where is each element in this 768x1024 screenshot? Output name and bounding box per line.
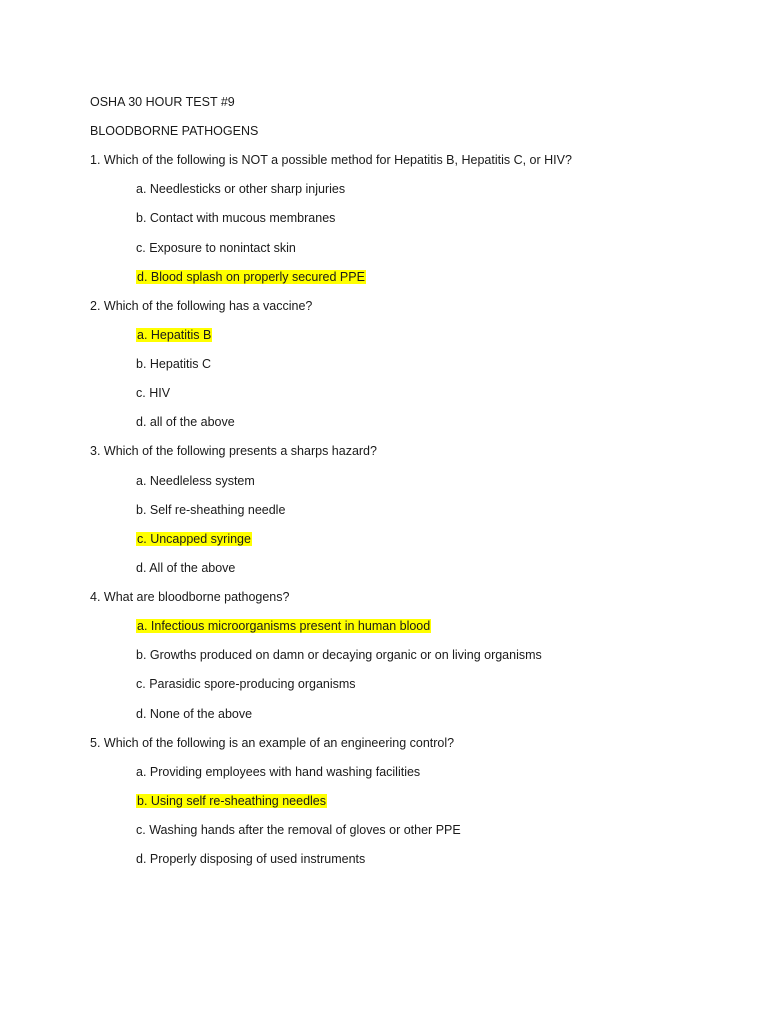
document-title: OSHA 30 HOUR TEST #9 xyxy=(90,95,235,109)
question-1-option-b xyxy=(136,210,335,226)
highlighted-answer: a. Infectious microorganisms present in human blood xyxy=(137,619,431,633)
option-text: b. Growths produced on damn or decaying organic or on living organisms xyxy=(136,648,542,662)
question-2-option-b xyxy=(136,356,211,372)
question-5-option-c xyxy=(136,822,461,838)
question-5-option-d xyxy=(136,851,365,867)
question-2-option-a xyxy=(136,327,212,343)
option-text: a. Needlesticks or other sharp injuries xyxy=(136,182,346,196)
highlighted-answer: d. Blood splash on properly secured PPE xyxy=(137,270,365,284)
question-4-option-b xyxy=(136,647,542,663)
question-5: 5. Which of the following is an example of an engineering control? xyxy=(90,736,455,750)
option-text: a. Providing employees with hand washing facilities xyxy=(136,765,421,779)
option-text: c. Parasidic spore-producing organisms xyxy=(136,677,356,691)
question-4-option-c xyxy=(136,676,356,692)
option-text: a. Needleless system xyxy=(136,474,255,488)
question-1-option-d xyxy=(136,269,366,285)
highlighted-answer: a. Hepatitis B xyxy=(137,328,212,342)
option-text: b. Hepatitis C xyxy=(136,357,212,371)
question-4: 4. What are bloodborne pathogens? xyxy=(90,590,290,604)
question-3-option-c xyxy=(136,531,252,547)
option-text: d. All of the above xyxy=(136,561,236,575)
question-4-option-a xyxy=(136,618,431,634)
question-3-option-b xyxy=(136,502,285,518)
question-2: 2. Which of the following has a vaccine? xyxy=(90,299,313,313)
section-heading: BLOODBORNE PATHOGENS xyxy=(90,124,259,138)
option-text: d. Properly disposing of used instruments xyxy=(136,852,366,866)
question-1-option-a xyxy=(136,181,345,197)
question-2-option-d xyxy=(136,414,235,430)
question-1-option-c xyxy=(136,240,296,256)
option-text: c. HIV xyxy=(136,386,171,400)
question-4-option-d xyxy=(136,706,252,722)
question-3: 3. Which of the following presents a sharps hazard? xyxy=(90,444,377,458)
option-text: d. all of the above xyxy=(136,415,235,429)
highlighted-answer: b. Using self re-sheathing needles xyxy=(137,794,327,808)
option-text: d. None of the above xyxy=(136,707,253,721)
question-3-option-d xyxy=(136,560,235,576)
option-text: b. Self re-sheathing needle xyxy=(136,503,286,517)
question-3-option-a xyxy=(136,473,255,489)
highlighted-answer: c. Uncapped syringe xyxy=(137,532,251,546)
option-text: b. Contact with mucous membranes xyxy=(136,211,336,225)
question-5-option-a xyxy=(136,764,420,780)
question-5-option-b xyxy=(136,793,327,809)
option-text: c. Exposure to nonintact skin xyxy=(136,241,296,255)
option-text: c. Washing hands after the removal of gloves or other PPE xyxy=(136,823,461,837)
question-2-option-c xyxy=(136,385,170,401)
question-1: 1. Which of the following is NOT a possible method for Hepatitis B, Hepatitis C, or HIV? xyxy=(90,153,572,167)
